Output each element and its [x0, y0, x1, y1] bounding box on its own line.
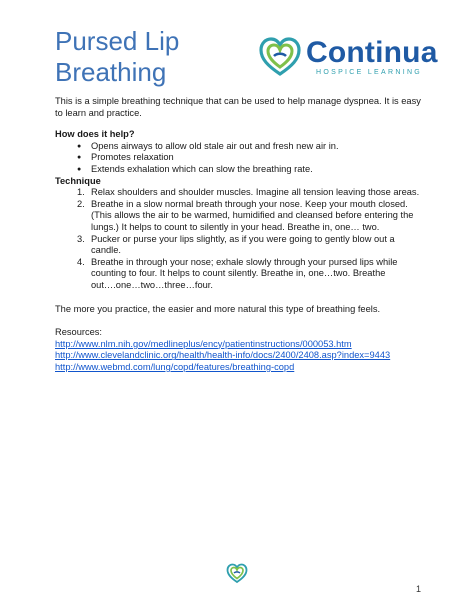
heart-logo-icon [258, 36, 302, 78]
step-number: 3. [77, 233, 85, 244]
page-number: 1 [416, 584, 422, 594]
list-item [77, 234, 425, 257]
step-number: 1. [77, 187, 85, 198]
help-list [55, 141, 425, 176]
document-body [55, 96, 425, 373]
page-title: Pursed Lip Breathing [55, 26, 180, 87]
step-number: 4. [77, 256, 85, 267]
help-heading: How does it help? [55, 129, 135, 140]
logo-wordmark: Continua [306, 36, 438, 69]
resources-heading: Resources: [55, 327, 103, 338]
continua-logo [258, 36, 438, 80]
list-item: ● Extends exhalation which can slow the breathing rate. [77, 164, 425, 176]
resource-link-nlm[interactable]: http://www.nlm.nih.gov/medlineplus/ency/patientinstructions/000053.htm [55, 338, 352, 349]
step-text: Relax shoulders and shoulder muscles. Imagine all tension leaving those areas. [91, 187, 420, 198]
step-text: Pucker or purse your lips slightly, as if you were going to gently blow out a candle. [91, 233, 395, 256]
closing-paragraph: The more you practice, the easier and more natural this type of breathing feels. [55, 303, 381, 314]
resource-link-webmd[interactable]: http://www.webmd.com/lung/copd/features/breathing-copd [55, 361, 295, 372]
step-text: Breathe in a slow normal breath through your nose. Keep your mouth closed. (This allows the air to be warmed, humidified and cleansed before entering the lungs.) It helps to count to silently in your head. Breathe in, one… two. [91, 198, 414, 232]
step-number: 2. [77, 198, 85, 209]
resources-section [55, 327, 425, 373]
footer-heart-icon [226, 563, 248, 584]
list-item [77, 187, 425, 199]
technique-steps [55, 187, 425, 291]
list-item [77, 199, 425, 234]
logo-tagline: HOSPICE LEARNING [316, 69, 423, 76]
list-item: ● Opens airways to allow old stale air out and fresh new air in. [77, 141, 425, 153]
technique-heading: Technique [55, 175, 101, 186]
intro-paragraph: This is a simple breathing technique that can be used to help manage dyspnea. It is easy to learn and practice. [55, 96, 421, 118]
resource-link-clevelandclinic[interactable]: http://www.clevelandclinic.org/health/health-info/docs/2400/2408.asp?index=9443 [55, 350, 391, 361]
step-text: Breathe in through your nose; exhale slowly through your pursed lips while counting to four. It helps to count silently. Breathe in, one…two. Breathe out….one…two…three…four. [91, 256, 398, 290]
list-item: ● Promotes relaxation [77, 152, 425, 164]
list-item [77, 257, 425, 292]
